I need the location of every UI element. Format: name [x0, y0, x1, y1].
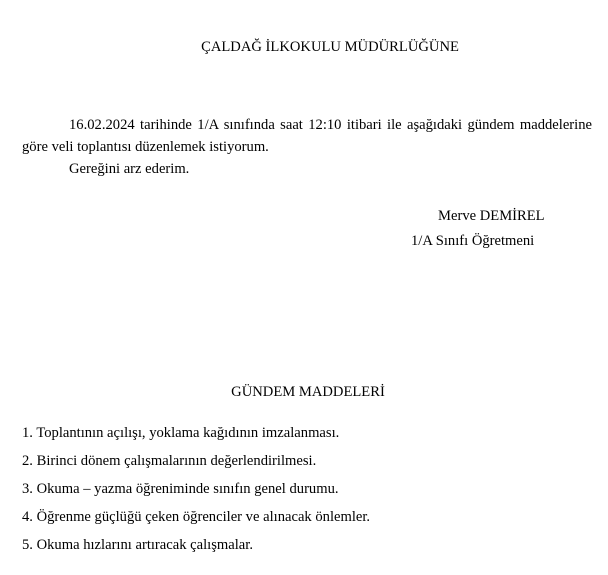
agenda-list [22, 423, 370, 563]
agenda-item: 3. Okuma – yazma öğreniminde sınıfın genel durumu. [22, 481, 339, 497]
agenda-item: 1. Toplantının açılışı, yoklama kağıdının imzalanması. [22, 425, 340, 441]
signer-name: Merve DEMİREL [438, 208, 545, 224]
agenda-item: 4. Öğrenme güçlüğü çeken öğrenciler ve alınacak önlemler. [22, 509, 371, 525]
agenda-item: 2. Birinci dönem çalışmalarının değerlendirilmesi. [22, 453, 317, 469]
addressee-heading: ÇALDAĞ İLKOKULU MÜDÜRLÜĞÜNE [201, 39, 459, 55]
closing-paragraph: Gereğini arz ederim. [69, 161, 190, 177]
signer-title: 1/A Sınıfı Öğretmeni [411, 233, 535, 249]
petition-body [22, 114, 592, 180]
agenda-heading: GÜNDEM MADDELERİ [231, 384, 385, 400]
petition-paragraph: 16.02.2024 tarihinde 1/A sınıfında saat 12:10 itibari ile aşağıdaki gündem maddelerine göre veli toplantısı düzenlemek istiyorum. [22, 117, 592, 155]
agenda-item: 5. Okuma hızlarını artıracak çalışmalar. [22, 537, 253, 553]
